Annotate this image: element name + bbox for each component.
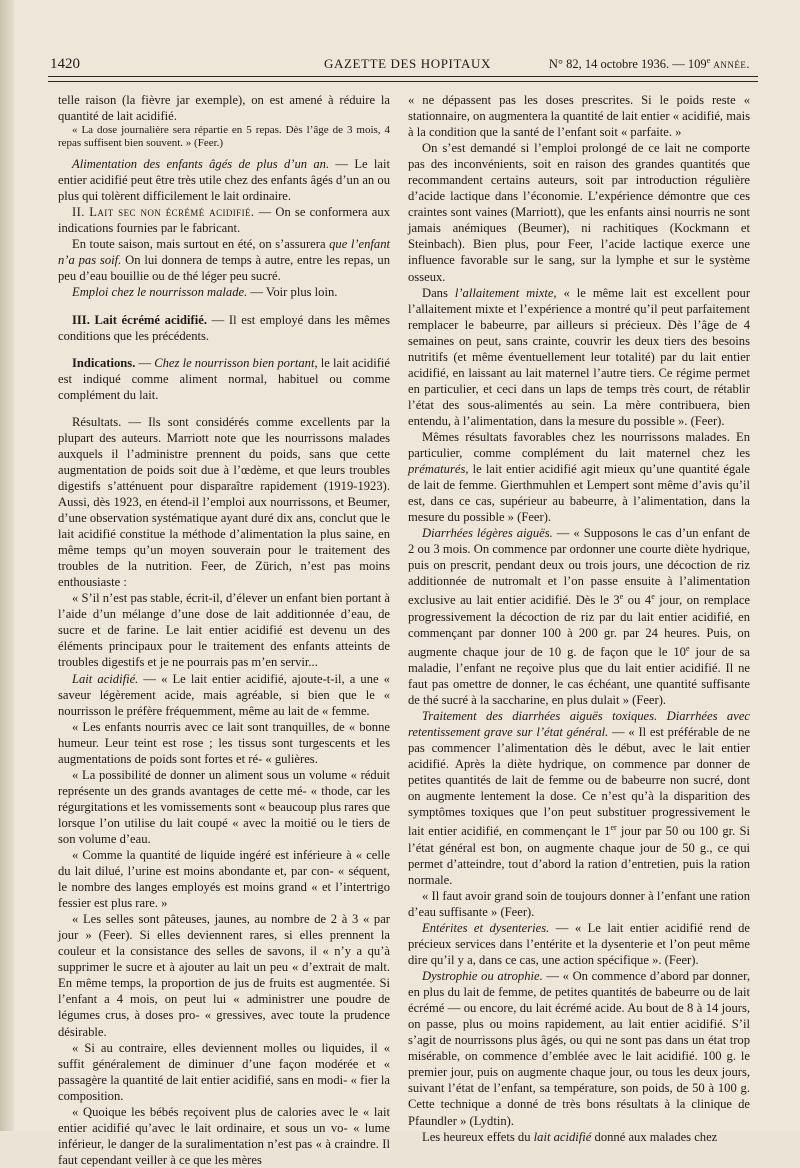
emphasis: Emploi chez le nourrisson malade. bbox=[72, 285, 248, 300]
paragraph bbox=[408, 968, 750, 1128]
ordinal-suffix: e bbox=[619, 592, 624, 602]
section-heading: Indications. bbox=[72, 355, 136, 370]
paragraph: « La possibilité de donner un aliment sous un volume « réduit représente un des grands avantages de cette mé- « thode, car les régurgitations et les vomissements sont « beaucoup plus rares que lorsque l’on utilise du lait coupé « avec la moitié ou le tiers de son volume d’eau. bbox=[58, 767, 390, 846]
paragraph bbox=[58, 312, 390, 344]
paragraph: telle raison (la fièvre jar exemple), on est amené à réduire la quantité de lait acidifié. bbox=[58, 93, 390, 124]
paragraph-text: Les heureux effets du bbox=[422, 1129, 534, 1144]
emphasis: que l’enfant n’a pas soif. bbox=[58, 237, 390, 268]
left-column bbox=[58, 92, 390, 1168]
paragraph: Résultats. — Ils sont considérés comme excellents par la plupart des auteurs. Marriott note que les nourrissons malades auxquels il l’administre prennent du poids, sans que cette augmentation de poids soit due à l’œdème, et que leurs troubles digestifs s’atténuent pour disparaître rapidement (1919-1923). Aussi, dès 1923, en étend-il l’emploi aux nourrissons, et Beumer, d’une observation systématique ayant duré dix ans, conclut que le lait acidifié constitue la méthode d’alimentation la plus saine, en même temps qu’un moyen souverain pour le traitement des troubles de la nutrition. Feer, de Zürich, n’est pas moins enthousiaste : bbox=[58, 414, 390, 590]
paragraph bbox=[58, 236, 390, 284]
paragraph: « Si au contraire, elles deviennent molles ou liquides, il « suffit généralement de diminuer d’une façon modérée et « passagère la quantité de lait entier acidifié, sans en modi- « fier la composition. bbox=[58, 1040, 390, 1103]
section-heading: Alimentation des enfants âgés de plus d’un an. bbox=[72, 157, 330, 172]
paragraph bbox=[58, 204, 390, 236]
paragraph-text: — bbox=[135, 355, 155, 370]
paragraph-text: — « Supposons le cas d’un enfant de 2 ou 3 mois. On commence par ordonner une courte diète hydrique, puis on prescrit, pendant deux ou trois jours, une décoction de riz additionnée de nutromalt et l’on passe ensuite à l’alimentation exclusive au lait entier acidifié. Dès le 3 bbox=[408, 526, 750, 608]
emphasis: Chez le nourrisson bien portant, bbox=[154, 355, 318, 370]
paragraph-text: jour de sa maladie, l’enfant ne reçoive plus que du lait entier acidifié. Il ne faut pas omettre de donner, le cas échéant, une quantité suffisante de thé sucré à la saccharine, en plus dulait » (Feer). bbox=[408, 644, 751, 708]
paragraph bbox=[58, 355, 390, 403]
paragraph bbox=[408, 920, 750, 968]
section-heading: Dystrophie ou atrophie. bbox=[422, 969, 543, 984]
emphasis: l’allaitement mixte, bbox=[454, 285, 557, 300]
right-column bbox=[408, 92, 750, 1145]
paragraph-text: — « Le lait entier acidifié, ajoute-t-il, a une « saveur légèrement acide, mais agréable, si bien que le « nourrisson le préfère fréquemment, même au lait de « femme. bbox=[58, 671, 390, 718]
journal-title: GAZETTE DES HOPITAUX bbox=[324, 56, 491, 71]
paragraph: « Comme la quantité de liquide ingéré est inférieure à « celle du lait dilué, l’urine est moins abondante et, par con- « séquent, le nombre des langes employés est moins grand « et l’intertrigo fessier est plus rare. » bbox=[58, 848, 390, 911]
header-rule-top bbox=[48, 76, 758, 77]
emphasis: Lait acidifié. bbox=[72, 671, 139, 686]
paragraph: « ne dépassent pas les doses prescrites. Si le poids reste « stationnaire, on augmentera la quantité de lait entier « acidifié, mais à la condition que la santé de l’enfant soit « parfaite. » bbox=[408, 93, 750, 140]
paragraph-text: — « Le lait entier acidifié rend de précieux services dans l’entérite et la dysenterie et l’on peut même dire qu’il y a, dans ce cas, une action spécifique ». (Feer). bbox=[408, 920, 750, 968]
section-heading: III. Lait écrémé acidifié. bbox=[72, 312, 207, 327]
ordinal-suffix: er bbox=[610, 823, 617, 833]
paragraph: « Les selles sont pâteuses, jaunes, au nombre de 2 à 3 « par jour » (Feer). Si elles deviennent rares, si elles prennent la couleur et la consistance des selles de savons, il « n’y a qu’à supprimer le sucre et à ajouter au lait un peu « d’extrait de malt. En même temps, la proportion de jus de fruits est augmentée. Si l’enfant a 4 mois, on peut lui « administrer une poudre de légumes crus, à doses pro- « gressives, avec toute la prudence désirable. bbox=[58, 912, 390, 1039]
paragraph-text: En toute saison, mais surtout en été, on s’assurera bbox=[72, 237, 330, 252]
paragraph bbox=[58, 284, 390, 300]
issue-date: N° 82, 14 octobre 1936. — 109 bbox=[548, 57, 707, 72]
paragraph: On s’est demandé si l’emploi prolongé de ce lait ne comporte pas des inconvénients, soit en raison des grandes quantités que recommandent certains auteurs, soit par introduction régulière d’acide lactique dans l’économie. L’expérience démontre que ces craintes sont vaines (Marriott), que les enfants ainsi nourris ne sont jamais anémiques (Beumer), ni rachitiques (Kockmann et Steinbach). Bien plus, pour Feer, l’acide lactique exerce une influence favorable sur le sang, sur la lymphe et sur le système osseux. bbox=[408, 141, 750, 284]
page-number: 1420 bbox=[50, 56, 80, 72]
ordinal-suffix: e bbox=[651, 592, 655, 602]
paragraph-text: — On se conformera aux indications fournies par le fabricant. bbox=[58, 205, 390, 236]
page-header bbox=[48, 52, 754, 78]
paragraph-text: — « Il est préférable de ne pas commencer l’alimentation dès le début, avec le lait entier acidifié. Après la diète hydrique, on commence par donner de petites quantités de lait de femme ou de babeurre non sucré, dont on augmente lentement la dose. Ce n’est qu’à la disparition des symptômes toxiques que l’on peut substituer progressivement le lait entier acidifié, en commençant le 1 bbox=[408, 725, 751, 839]
paragraph bbox=[408, 429, 750, 525]
page-edge-shadow bbox=[0, 0, 14, 1131]
section-heading: Diarrhées légères aiguës. bbox=[422, 526, 553, 541]
paragraph: « Quoique les bébés reçoivent plus de calories avec le « lait entier acidifié qu’avec le lait ordinaire, et sous un vo- « lume inférieur, le danger de la suralimentation n’est pas « à craindre. Il faut cependant veiller à ce que les mères bbox=[58, 1104, 390, 1167]
paragraph bbox=[408, 285, 750, 429]
paragraph-text: « le même lait est excellent pour l’allaitement mixte et l’expérience a montré qu’il peut parfaitement remplacer le babeurre, par ailleurs si précieux. Dès l’âge de 4 semaines on peut, sans crainte, couvrir les deux tiers des besoins nutritifs (et même éventuellement leur totalité) par du lait entier acidifié, en laissant au lait maternel l’autre tiers. Ce régime permet en particulier, et ceci dans un laps de temps très court, de rétablir l’état des sous-alimentés au sein. La mère contribuera, bien entendu, à l’alimentation, dans la mesure du possible ». (Feer). bbox=[408, 285, 751, 428]
paragraph bbox=[408, 525, 750, 708]
paragraph: « Les enfants nourris avec ce lait sont tranquilles, de « bonne humeur. Leur teint est rose ; les tissus sont turgescents et les augmentations de poids sont fortes et ré- « gulières. bbox=[58, 719, 390, 766]
paragraph-text: — Voir plus loin. bbox=[247, 285, 338, 300]
section-heading: Entérites et dysenteries. bbox=[422, 920, 550, 935]
paragraph-text: Mêmes résultats favorables chez les nourrissons malades. En particulier, comme complément du lait maternel chez les bbox=[408, 429, 750, 461]
paragraph-text: donné aux malades chez bbox=[591, 1129, 718, 1144]
paragraph-text: — Il est employé dans les mêmes conditions que les précédents. bbox=[58, 312, 390, 343]
emphasis: prématurés, bbox=[408, 462, 469, 477]
paragraph-text: — « On commence d’abord par donner, en plus du lait de femme, de petites quantités de babeurre ou de lait écrémé — ou encore, du lait écrémé acide. Au bout de 8 à 14 jours, on passe, plus ou moins rapidement, au lait entier acidifié. S’il s’agit de nourrissons plus âgés, ou qui ne sont pas dans un état trop misérable, on commence d’emblée avec le lait acidifié. 100 g. le premier jour, puis on augmente chaque jour, ou tous les deux jours, suivant l’état de l’enfant, sa température, son poids, de 50 à 100 g. Cette technique a donné de très bons résultats à la clinique de Pfaundler » (Lydtin). bbox=[408, 969, 750, 1128]
section-heading: Traitement des diarrhées aiguës toxiques. Diarrhées avec retentissement grave sur l’état général. bbox=[408, 709, 750, 740]
section-heading: II. Lait sec non écrémé acidifié. bbox=[72, 205, 255, 220]
paragraph-text: jour, on remplace progressivement la décoction de riz par du lait entier acidifié, en commençant par donner 100 à 200 gr. par 24 heures. Puis, on augmente chaque jour de 10 g. de façon que le 10 bbox=[408, 593, 751, 659]
paragraph-text: On lui donnera de temps à autre, entre les repas, un peu d’eau bouillie ou de thé léger peu sucré. bbox=[58, 253, 390, 284]
paragraph bbox=[58, 156, 390, 204]
issue-info bbox=[549, 56, 750, 72]
paragraph-text: Dans bbox=[422, 285, 455, 300]
paragraph-text: — Le lait entier acidifié peut être très utile chez des enfants âgés d’un an ou plus qui tolèrent difficilement le lait ordinaire. bbox=[58, 157, 390, 204]
paragraph bbox=[58, 671, 390, 719]
paragraph-text: ou 4 bbox=[623, 593, 652, 608]
paragraph-quote: « La dose journalière sera répartie en 5 repas. Dès l’âge de 3 mois, 4 repas suffisent bien souvent. » (Feer.) bbox=[58, 124, 390, 150]
issue-ordinal-suffix: e bbox=[706, 56, 711, 65]
issue-year-label: année. bbox=[713, 57, 750, 72]
paragraph: « S’il n’est pas stable, écrit-il, d’élever un enfant bien portant à l’aide d’un mélange d’une dose de lait additionnée d’eau, de sucre et de farine. Le lait entier acidifié est devenu un des éléments principaux pour le traitement des enfants atteints de troubles digestifs et je ne pourrais pas m’en servir... bbox=[58, 591, 390, 670]
paragraph: « Il faut avoir grand soin de toujours donner à l’enfant une ration d’eau suffisante » (Feer). bbox=[408, 888, 750, 919]
paragraph-text: le lait acidifié est indiqué comme aliment normal, habituel ou comme complément du lait. bbox=[58, 355, 390, 402]
header-rule-bottom bbox=[48, 81, 758, 82]
paragraph-text: le lait entier acidifié agit mieux qu’une quantité égale de lait de femme. Gierthmuhlen et Lempert sont même d’avis qu’il est, dans ce cas, supérieur au babeurre, à l’alimentation, dans la mesure du possible » (Feer). bbox=[408, 462, 750, 525]
paragraph bbox=[408, 708, 750, 888]
ordinal-suffix: e bbox=[685, 643, 690, 653]
emphasis: lait acidifié bbox=[533, 1129, 592, 1144]
paragraph-text: jour par 50 ou 100 gr. Si l’état général est bon, on augmente chaque jour de 50 g., ce qui permet d’atteindre, tout d’abord la ration d’entretien, puis la ration normale. bbox=[408, 824, 750, 887]
